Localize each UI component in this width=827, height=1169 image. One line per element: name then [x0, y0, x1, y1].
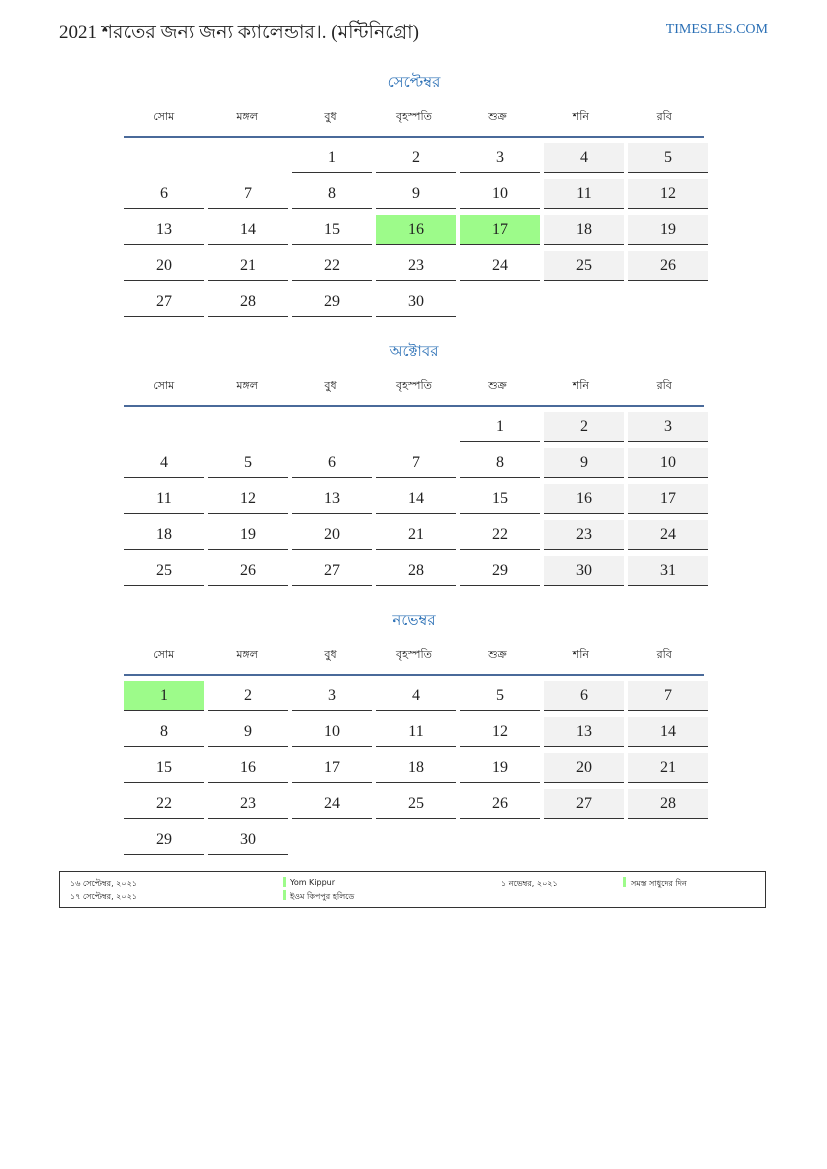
weekday-label: শুক্র [488, 648, 507, 661]
holiday-day-cell[interactable]: 17 [460, 215, 540, 245]
holiday-day-cell[interactable]: 1 [124, 681, 204, 711]
day-cell[interactable]: 9 [544, 448, 624, 478]
weekday-label: সোম [153, 379, 175, 392]
holiday-color-swatch [283, 877, 286, 887]
day-cell[interactable]: 11 [124, 484, 204, 514]
day-cell[interactable]: 28 [376, 556, 456, 586]
day-cell[interactable]: 24 [292, 789, 372, 819]
day-cell[interactable]: 3 [628, 412, 708, 442]
day-cell[interactable]: 29 [460, 556, 540, 586]
day-cell[interactable]: 8 [460, 448, 540, 478]
day-cell[interactable]: 6 [124, 179, 204, 209]
day-cell[interactable]: 14 [628, 717, 708, 747]
month-title: সেপ্টেম্বর [387, 73, 441, 91]
weekday-header-row [124, 375, 704, 407]
empty-day-cell [124, 143, 204, 173]
empty-day-cell [376, 412, 456, 442]
day-cell[interactable]: 20 [544, 753, 624, 783]
day-cell[interactable]: 16 [544, 484, 624, 514]
legend-holiday-name: Yom Kippur [290, 878, 336, 887]
day-cell[interactable]: 13 [124, 215, 204, 245]
weekday-label: বৃহস্পতি [396, 110, 432, 123]
day-cell[interactable]: 5 [460, 681, 540, 711]
empty-day-cell [208, 143, 288, 173]
day-cell[interactable]: 31 [628, 556, 708, 586]
day-cell[interactable]: 30 [544, 556, 624, 586]
day-cell[interactable]: 26 [628, 251, 708, 281]
weekday-label: মঙ্গল [236, 110, 258, 123]
weekday-label: শুক্র [488, 379, 507, 392]
day-cell[interactable]: 7 [376, 448, 456, 478]
day-cell[interactable]: 24 [628, 520, 708, 550]
day-cell[interactable]: 2 [376, 143, 456, 173]
holiday-color-swatch [283, 890, 286, 900]
month-november [124, 606, 704, 855]
day-cell[interactable]: 27 [124, 287, 204, 317]
day-cell[interactable]: 5 [628, 143, 708, 173]
weekday-label: রবি [656, 379, 672, 392]
empty-day-cell [292, 412, 372, 442]
day-cell[interactable]: 15 [460, 484, 540, 514]
weekday-header-row [124, 106, 704, 138]
weekday-label: বৃহস্পতি [396, 379, 432, 392]
day-cell[interactable]: 2 [544, 412, 624, 442]
day-cell[interactable]: 17 [292, 753, 372, 783]
day-cell[interactable]: 28 [628, 789, 708, 819]
day-cell[interactable]: 1 [292, 143, 372, 173]
day-cell[interactable]: 21 [628, 753, 708, 783]
day-cell[interactable]: 14 [376, 484, 456, 514]
month-title: নভেম্বর [392, 611, 436, 629]
day-grid [124, 143, 704, 317]
day-cell[interactable]: 28 [208, 287, 288, 317]
day-cell[interactable]: 23 [208, 789, 288, 819]
day-cell[interactable]: 23 [544, 520, 624, 550]
day-cell[interactable]: 26 [208, 556, 288, 586]
empty-day-cell [208, 412, 288, 442]
day-cell[interactable]: 10 [292, 717, 372, 747]
weekday-label: বৃহস্পতি [396, 648, 432, 661]
legend-holiday-name: ইওম কিপপুর হলিডে [290, 892, 355, 901]
weekday-label: বুধ [324, 110, 337, 123]
weekday-label: শুক্র [488, 110, 507, 123]
day-cell[interactable]: 6 [544, 681, 624, 711]
day-cell[interactable]: 13 [544, 717, 624, 747]
weekday-label: মঙ্গল [236, 379, 258, 392]
legend-date: ১৬ সেপ্টেম্বর, ২০২১ [70, 879, 137, 888]
day-cell[interactable]: 1 [460, 412, 540, 442]
empty-day-cell [124, 412, 204, 442]
month-september [124, 68, 704, 317]
weekday-header-row [124, 644, 704, 676]
day-cell[interactable]: 15 [292, 215, 372, 245]
day-cell[interactable]: 29 [124, 825, 204, 855]
month-title: অক্টোবর [389, 342, 439, 360]
day-cell[interactable]: 20 [292, 520, 372, 550]
weekday-label: সোম [153, 110, 175, 123]
day-cell[interactable]: 22 [460, 520, 540, 550]
day-cell[interactable]: 6 [292, 448, 372, 478]
legend-date: ১ নভেম্বর, ২০২১ [501, 879, 558, 888]
day-cell[interactable]: 4 [544, 143, 624, 173]
day-cell[interactable]: 27 [544, 789, 624, 819]
day-cell[interactable]: 11 [544, 179, 624, 209]
day-cell[interactable]: 10 [628, 448, 708, 478]
day-cell[interactable]: 7 [208, 179, 288, 209]
day-cell[interactable]: 3 [292, 681, 372, 711]
day-cell[interactable]: 27 [292, 556, 372, 586]
day-cell[interactable]: 25 [544, 251, 624, 281]
day-cell[interactable]: 18 [124, 520, 204, 550]
weekday-label: শনি [572, 110, 589, 123]
weekday-label: রবি [656, 648, 672, 661]
day-cell[interactable]: 5 [208, 448, 288, 478]
day-cell[interactable]: 4 [376, 681, 456, 711]
day-cell[interactable]: 23 [376, 251, 456, 281]
day-cell[interactable]: 19 [208, 520, 288, 550]
weekday-label: বুধ [324, 379, 337, 392]
day-cell[interactable]: 22 [124, 789, 204, 819]
day-cell[interactable]: 24 [460, 251, 540, 281]
day-cell[interactable]: 25 [124, 556, 204, 586]
day-cell[interactable]: 12 [208, 484, 288, 514]
day-cell[interactable]: 9 [376, 179, 456, 209]
day-cell[interactable]: 22 [292, 251, 372, 281]
day-grid [124, 681, 704, 855]
day-cell[interactable]: 18 [544, 215, 624, 245]
day-cell[interactable]: 30 [376, 287, 456, 317]
legend-holiday-name: সমস্ত সাধুদের দিন [631, 879, 687, 888]
day-cell[interactable]: 19 [628, 215, 708, 245]
holiday-day-cell[interactable]: 16 [376, 215, 456, 245]
day-cell[interactable]: 8 [124, 717, 204, 747]
day-cell[interactable]: 16 [208, 753, 288, 783]
day-cell[interactable]: 2 [208, 681, 288, 711]
day-cell[interactable]: 26 [460, 789, 540, 819]
day-cell[interactable]: 12 [628, 179, 708, 209]
day-cell[interactable]: 18 [376, 753, 456, 783]
day-cell[interactable]: 21 [208, 251, 288, 281]
day-cell[interactable]: 25 [376, 789, 456, 819]
legend-date: ১৭ সেপ্টেম্বর, ২০২১ [70, 892, 137, 901]
day-cell[interactable]: 9 [208, 717, 288, 747]
day-grid [124, 412, 704, 586]
day-cell[interactable]: 8 [292, 179, 372, 209]
day-cell[interactable]: 29 [292, 287, 372, 317]
weekday-label: শনি [572, 648, 589, 661]
holiday-color-swatch [623, 877, 626, 887]
day-cell[interactable]: 15 [124, 753, 204, 783]
day-cell[interactable]: 10 [460, 179, 540, 209]
weekday-label: সোম [153, 648, 175, 661]
day-cell[interactable]: 11 [376, 717, 456, 747]
weekday-label: শনি [572, 379, 589, 392]
day-cell[interactable]: 7 [628, 681, 708, 711]
holiday-legend [59, 871, 766, 908]
weekday-label: রবি [656, 110, 672, 123]
weekday-label: মঙ্গল [236, 648, 258, 661]
weekday-label: বুধ [324, 648, 337, 661]
day-cell[interactable]: 13 [292, 484, 372, 514]
day-cell[interactable]: 14 [208, 215, 288, 245]
day-cell[interactable]: 30 [208, 825, 288, 855]
day-cell[interactable]: 3 [460, 143, 540, 173]
day-cell[interactable]: 20 [124, 251, 204, 281]
day-cell[interactable]: 4 [124, 448, 204, 478]
month-october [124, 337, 704, 586]
day-cell[interactable]: 19 [460, 753, 540, 783]
day-cell[interactable]: 21 [376, 520, 456, 550]
day-cell[interactable]: 12 [460, 717, 540, 747]
page-title: 2021 শরতের জন্য জন্য ক্যালেন্ডার।. (মন্টিনিগ্রো) [59, 22, 420, 43]
site-link[interactable]: TIMESLES.COM [665, 22, 768, 37]
day-cell[interactable]: 17 [628, 484, 708, 514]
